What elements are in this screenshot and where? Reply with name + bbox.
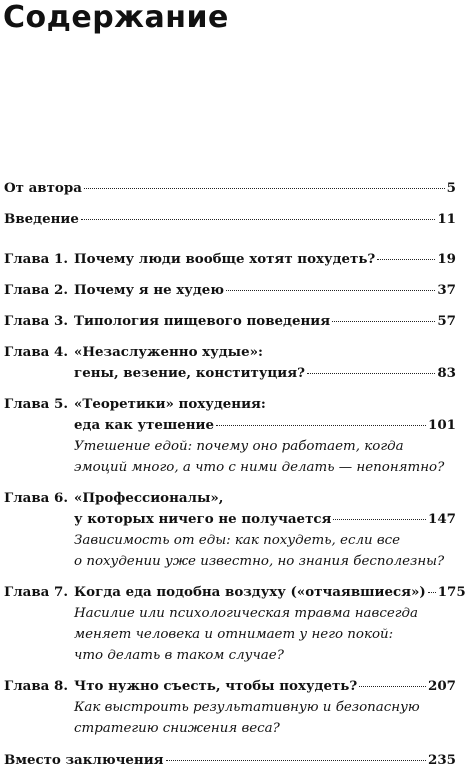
dot-leader	[84, 188, 445, 189]
chapter-label: Глава 8.	[4, 678, 68, 694]
entry-title: Вместо заключения	[4, 752, 164, 768]
entry-subtitle	[4, 603, 456, 666]
dot-leader	[377, 259, 435, 260]
entry-subtitle	[4, 530, 456, 572]
toc-entry-from-author[interactable]	[4, 178, 456, 199]
subtitle-line: Зависимость от еды: как похудеть, если все	[74, 533, 401, 548]
subtitle-line: меняет человека и отнимает у него покой:	[74, 627, 394, 642]
toc-entry-introduction[interactable]	[4, 209, 456, 230]
entry-title: Почему люди вообще хотят похудеть?	[74, 251, 376, 267]
page-number: 147	[428, 511, 456, 527]
dot-leader	[332, 321, 435, 322]
entry-title-line1: «Незаслуженно худые»:	[74, 344, 263, 360]
dot-leader	[359, 686, 426, 687]
dot-leader	[333, 519, 426, 520]
subtitle-line: Утешение едой: почему оно работает, когда	[74, 439, 404, 454]
toc-entry-chapter-1[interactable]	[4, 249, 456, 270]
page-number: 83	[437, 365, 456, 381]
page-number: 5	[446, 180, 456, 196]
entry-title: у которых ничего не получается	[74, 511, 332, 527]
dot-leader	[166, 760, 427, 761]
toc-entry-chapter-5[interactable]	[4, 394, 456, 478]
entry-title: Почему я не худею	[74, 282, 225, 298]
dot-leader	[81, 219, 436, 220]
toc-entry-chapter-3[interactable]	[4, 311, 456, 332]
page-number: 175	[437, 584, 466, 600]
chapter-label: Глава 1.	[4, 251, 68, 267]
subtitle-line: эмоций много, а что с ними делать — непонятно?	[74, 460, 445, 475]
chapter-label: Глава 3.	[4, 313, 68, 329]
page-title: Содержание	[3, 0, 229, 35]
chapter-label: Глава 5.	[4, 396, 68, 412]
page-number: 11	[437, 211, 456, 227]
page-number: 37	[437, 282, 456, 298]
page-number: 57	[437, 313, 456, 329]
subtitle-line: что делать в таком случае?	[74, 648, 284, 663]
entry-title: Что нужно съесть, чтобы похудеть?	[74, 678, 358, 694]
subtitle-line: Как выстроить результативную и безопасную	[74, 700, 420, 715]
chapter-label: Глава 2.	[4, 282, 68, 298]
dot-leader	[428, 592, 436, 593]
entry-title-line1: «Теоретики» похудения:	[74, 396, 266, 412]
entry-subtitle	[4, 436, 456, 478]
toc-entry-chapter-8[interactable]	[4, 676, 456, 739]
toc-entry-conclusion[interactable]	[4, 750, 456, 771]
entry-title: Когда еда подобна воздуху («отчаявшиеся»)	[74, 584, 426, 600]
chapter-label: Глава 7.	[4, 584, 68, 600]
table-of-contents	[4, 178, 466, 771]
entry-title: Введение	[4, 211, 79, 227]
entry-title: Типология пищевого поведения	[74, 313, 331, 329]
toc-entry-chapter-6[interactable]	[4, 488, 456, 572]
subtitle-line: стратегию снижения веса?	[74, 721, 280, 736]
chapter-label: Глава 4.	[4, 344, 68, 360]
chapter-label: Глава 6.	[4, 490, 68, 506]
toc-entry-chapter-2[interactable]	[4, 280, 456, 301]
subtitle-line: о похудении уже известно, но знания бесполезны?	[74, 554, 445, 569]
toc-entry-chapter-7[interactable]	[4, 582, 466, 666]
page-number: 101	[428, 417, 456, 433]
entry-title: еда как утешение	[74, 417, 215, 433]
entry-title: гены, везение, конституция?	[74, 365, 305, 381]
dot-leader	[216, 425, 426, 426]
entry-title-line1: «Профессионалы»,	[74, 490, 224, 506]
entry-title: От автора	[4, 180, 82, 196]
page-number: 207	[428, 678, 456, 694]
subtitle-line: Насилие или психологическая травма навсегда	[74, 606, 418, 621]
dot-leader	[226, 290, 435, 291]
toc-entry-chapter-4[interactable]	[4, 342, 456, 384]
entry-subtitle	[4, 697, 456, 739]
page-number: 19	[437, 251, 456, 267]
page-number: 235	[428, 752, 456, 768]
dot-leader	[307, 373, 435, 374]
